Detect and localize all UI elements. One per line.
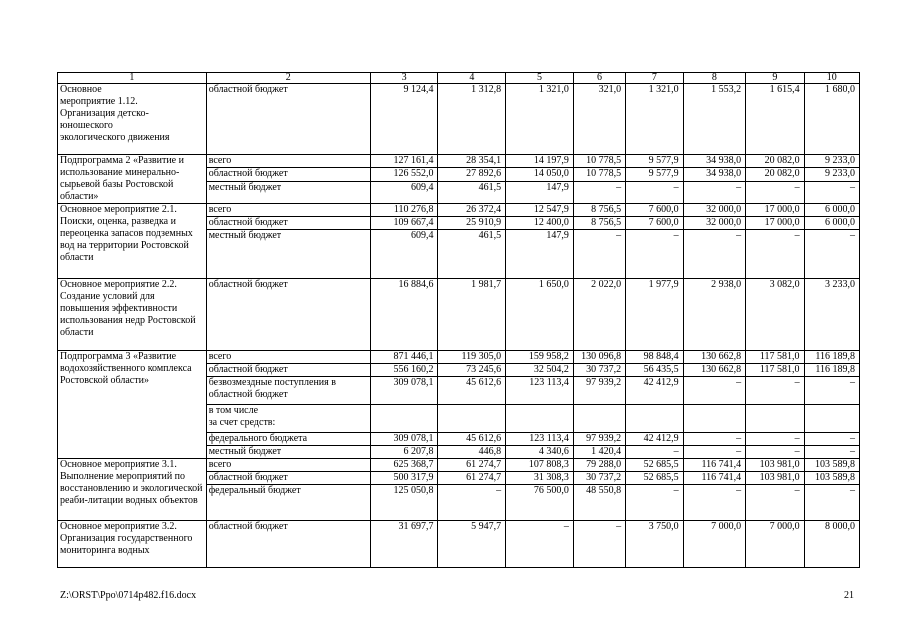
value-cell: 14 197,9 (506, 155, 574, 168)
value-cell: 61 274,7 (438, 459, 506, 472)
value-cell: 6 000,0 (804, 217, 859, 230)
value-cell: 556 160,2 (370, 364, 438, 377)
value-cell: 30 737,2 (573, 364, 625, 377)
value-cell: 1 321,0 (506, 84, 574, 155)
value-cell: 6 000,0 (804, 204, 859, 217)
value-cell: 3 082,0 (746, 279, 804, 351)
value-cell: 28 354,1 (438, 155, 506, 168)
value-cell: 17 000,0 (746, 204, 804, 217)
value-cell: – (683, 230, 746, 279)
column-header: 9 (746, 73, 804, 84)
value-cell: 7 600,0 (626, 204, 683, 217)
program-title: Основное мероприятие 3.2. Организация государственного мониторинга водных (58, 521, 207, 568)
value-cell: 103 589,8 (804, 472, 859, 485)
value-cell: – (746, 433, 804, 446)
value-cell: 1 312,8 (438, 84, 506, 155)
value-cell: 116 741,4 (683, 472, 746, 485)
funding-source: местный бюджет (206, 230, 370, 279)
value-cell: 1 977,9 (626, 279, 683, 351)
header-row (58, 73, 860, 84)
funding-source: областной бюджет (206, 84, 370, 155)
value-cell: 25 910,9 (438, 217, 506, 230)
value-cell: 1 650,0 (506, 279, 574, 351)
value-cell: 31 308,3 (506, 472, 574, 485)
value-cell: 20 082,0 (746, 168, 804, 181)
funding-source: областной бюджет (206, 279, 370, 351)
value-cell: 117 581,0 (746, 364, 804, 377)
value-cell: 2 938,0 (683, 279, 746, 351)
funding-source: в том числе за счет средств: (206, 405, 370, 433)
value-cell: 8 756,5 (573, 217, 625, 230)
value-cell: 12 400,0 (506, 217, 574, 230)
value-cell: 17 000,0 (746, 217, 804, 230)
table-row (58, 155, 860, 168)
value-cell: 34 938,0 (683, 168, 746, 181)
value-cell: – (746, 485, 804, 521)
funding-source: федерального бюджета (206, 433, 370, 446)
value-cell: 5 947,7 (438, 521, 506, 568)
value-cell: – (683, 485, 746, 521)
value-cell: – (573, 521, 625, 568)
value-cell: 79 288,0 (573, 459, 625, 472)
value-cell: 1 680,0 (804, 84, 859, 155)
funding-source: местный бюджет (206, 181, 370, 203)
value-cell: 130 662,8 (683, 351, 746, 364)
value-cell: 6 207,8 (370, 446, 438, 459)
column-header: 8 (683, 73, 746, 84)
value-cell: 73 245,6 (438, 364, 506, 377)
value-cell: 871 446,1 (370, 351, 438, 364)
value-cell: 103 589,8 (804, 459, 859, 472)
column-header: 1 (58, 73, 207, 84)
program-title: Основное мероприятие 2.2. Создание условий для повышения эффективности использования недр Ростовской области (58, 279, 207, 351)
funding-source: всего (206, 155, 370, 168)
value-cell: – (573, 230, 625, 279)
value-cell: 48 550,8 (573, 485, 625, 521)
value-cell: 8 756,5 (573, 204, 625, 217)
value-cell: 1 321,0 (626, 84, 683, 155)
value-cell: 16 884,6 (370, 279, 438, 351)
value-cell: 109 667,4 (370, 217, 438, 230)
value-cell (438, 405, 506, 433)
column-header: 6 (573, 73, 625, 84)
value-cell: – (683, 433, 746, 446)
value-cell: 321,0 (573, 84, 625, 155)
value-cell: 31 697,7 (370, 521, 438, 568)
funding-source: областной бюджет (206, 168, 370, 181)
value-cell: – (573, 181, 625, 203)
column-header: 5 (506, 73, 574, 84)
value-cell: 461,5 (438, 230, 506, 279)
program-title: Основное мероприятие 1.12. Организация детско- юношеского экологического движения (58, 84, 207, 155)
value-cell: 147,9 (506, 230, 574, 279)
value-cell: 116 189,8 (804, 364, 859, 377)
program-title: Подпрограмма 3 «Развитие водохозяйственного комплекса Ростовской области» (58, 351, 207, 459)
value-cell: 159 958,2 (506, 351, 574, 364)
value-cell: 9 233,0 (804, 168, 859, 181)
value-cell: – (804, 446, 859, 459)
value-cell: 119 305,0 (438, 351, 506, 364)
value-cell: 76 500,0 (506, 485, 574, 521)
value-cell: 8 000,0 (804, 521, 859, 568)
value-cell: 27 892,6 (438, 168, 506, 181)
value-cell: – (804, 230, 859, 279)
value-cell: – (746, 181, 804, 203)
value-cell: 147,9 (506, 181, 574, 203)
value-cell: 116 741,4 (683, 459, 746, 472)
value-cell: 98 848,4 (626, 351, 683, 364)
value-cell: 61 274,7 (438, 472, 506, 485)
value-cell: 42 412,9 (626, 377, 683, 405)
column-header: 3 (370, 73, 438, 84)
value-cell: – (626, 485, 683, 521)
funding-source: всего (206, 459, 370, 472)
value-cell: 10 778,5 (573, 155, 625, 168)
value-cell: 625 368,7 (370, 459, 438, 472)
value-cell: – (506, 521, 574, 568)
value-cell (683, 405, 746, 433)
value-cell: 609,4 (370, 181, 438, 203)
value-cell: 116 189,8 (804, 351, 859, 364)
budget-sheet (57, 72, 860, 568)
funding-source: всего (206, 351, 370, 364)
program-title: Основное мероприятие 2.1. Поиски, оценка, разведка и переоценка запасов подземных вод на территории Ростовской области (58, 204, 207, 279)
value-cell: 309 078,1 (370, 377, 438, 405)
value-cell: 9 124,4 (370, 84, 438, 155)
value-cell (573, 405, 625, 433)
value-cell: 52 685,5 (626, 459, 683, 472)
value-cell: 45 612,6 (438, 377, 506, 405)
value-cell: 126 552,0 (370, 168, 438, 181)
value-cell: 32 000,0 (683, 217, 746, 230)
value-cell: 30 737,2 (573, 472, 625, 485)
page-number: 21 (844, 590, 854, 601)
value-cell: – (626, 230, 683, 279)
column-header: 4 (438, 73, 506, 84)
table-row (58, 84, 860, 155)
value-cell (804, 405, 859, 433)
value-cell: – (746, 377, 804, 405)
value-cell: – (804, 181, 859, 203)
budget-table (57, 72, 860, 568)
value-cell: 42 412,9 (626, 433, 683, 446)
value-cell: 10 778,5 (573, 168, 625, 181)
value-cell: – (804, 433, 859, 446)
value-cell: 123 113,4 (506, 433, 574, 446)
value-cell: 117 581,0 (746, 351, 804, 364)
funding-source: областной бюджет (206, 472, 370, 485)
value-cell: – (804, 485, 859, 521)
value-cell: 7 600,0 (626, 217, 683, 230)
column-header: 7 (626, 73, 683, 84)
value-cell: 56 435,5 (626, 364, 683, 377)
value-cell: – (626, 446, 683, 459)
table-row (58, 521, 860, 568)
value-cell: 7 000,0 (746, 521, 804, 568)
value-cell: 1 553,2 (683, 84, 746, 155)
value-cell: 1 981,7 (438, 279, 506, 351)
value-cell: 3 233,0 (804, 279, 859, 351)
value-cell: – (683, 181, 746, 203)
value-cell: 130 096,8 (573, 351, 625, 364)
value-cell: 461,5 (438, 181, 506, 203)
table-row (58, 351, 860, 364)
value-cell: 32 504,2 (506, 364, 574, 377)
value-cell: – (746, 446, 804, 459)
footer-file-path: Z:\ORST\Ppo\0714p482.f16.docx (60, 590, 197, 601)
value-cell: 309 078,1 (370, 433, 438, 446)
value-cell: 103 981,0 (746, 472, 804, 485)
value-cell: 9 233,0 (804, 155, 859, 168)
value-cell: 123 113,4 (506, 377, 574, 405)
funding-source: областной бюджет (206, 217, 370, 230)
funding-source: областной бюджет (206, 521, 370, 568)
value-cell: 609,4 (370, 230, 438, 279)
funding-source: безвозмездные поступления в областной бюджет (206, 377, 370, 405)
value-cell: 127 161,4 (370, 155, 438, 168)
value-cell: 97 939,2 (573, 433, 625, 446)
value-cell (626, 405, 683, 433)
value-cell: 45 612,6 (438, 433, 506, 446)
value-cell: 97 939,2 (573, 377, 625, 405)
value-cell: 125 050,8 (370, 485, 438, 521)
value-cell: 9 577,9 (626, 155, 683, 168)
column-header: 2 (206, 73, 370, 84)
value-cell: 500 317,9 (370, 472, 438, 485)
funding-source: всего (206, 204, 370, 217)
value-cell: 20 082,0 (746, 155, 804, 168)
value-cell: 110 276,8 (370, 204, 438, 217)
funding-source: местный бюджет (206, 446, 370, 459)
value-cell: 1 420,4 (573, 446, 625, 459)
value-cell: 34 938,0 (683, 155, 746, 168)
program-title: Подпрограмма 2 «Развитие и использование минерально-сырьевой базы Ростовской области» (58, 155, 207, 204)
value-cell: 103 981,0 (746, 459, 804, 472)
value-cell: 32 000,0 (683, 204, 746, 217)
value-cell: 4 340,6 (506, 446, 574, 459)
value-cell: 26 372,4 (438, 204, 506, 217)
value-cell: 107 808,3 (506, 459, 574, 472)
value-cell: 130 662,8 (683, 364, 746, 377)
value-cell (370, 405, 438, 433)
value-cell: 3 750,0 (626, 521, 683, 568)
funding-source: федеральный бюджет (206, 485, 370, 521)
value-cell: 12 547,9 (506, 204, 574, 217)
program-title: Основное мероприятие 3.1. Выполнение мероприятий по восстановлению и экологической реаби-литации водных объектов (58, 459, 207, 521)
table-row (58, 459, 860, 472)
value-cell: 52 685,5 (626, 472, 683, 485)
table-row (58, 204, 860, 217)
table-body (58, 73, 860, 568)
value-cell: – (683, 377, 746, 405)
column-header: 10 (804, 73, 859, 84)
value-cell: – (804, 377, 859, 405)
value-cell: – (683, 446, 746, 459)
value-cell: – (746, 230, 804, 279)
value-cell: 2 022,0 (573, 279, 625, 351)
value-cell: 1 615,4 (746, 84, 804, 155)
value-cell: 7 000,0 (683, 521, 746, 568)
value-cell: – (438, 485, 506, 521)
value-cell (746, 405, 804, 433)
value-cell: – (626, 181, 683, 203)
value-cell: 446,8 (438, 446, 506, 459)
table-row (58, 279, 860, 351)
value-cell (506, 405, 574, 433)
value-cell: 9 577,9 (626, 168, 683, 181)
value-cell: 14 050,0 (506, 168, 574, 181)
funding-source: областной бюджет (206, 364, 370, 377)
